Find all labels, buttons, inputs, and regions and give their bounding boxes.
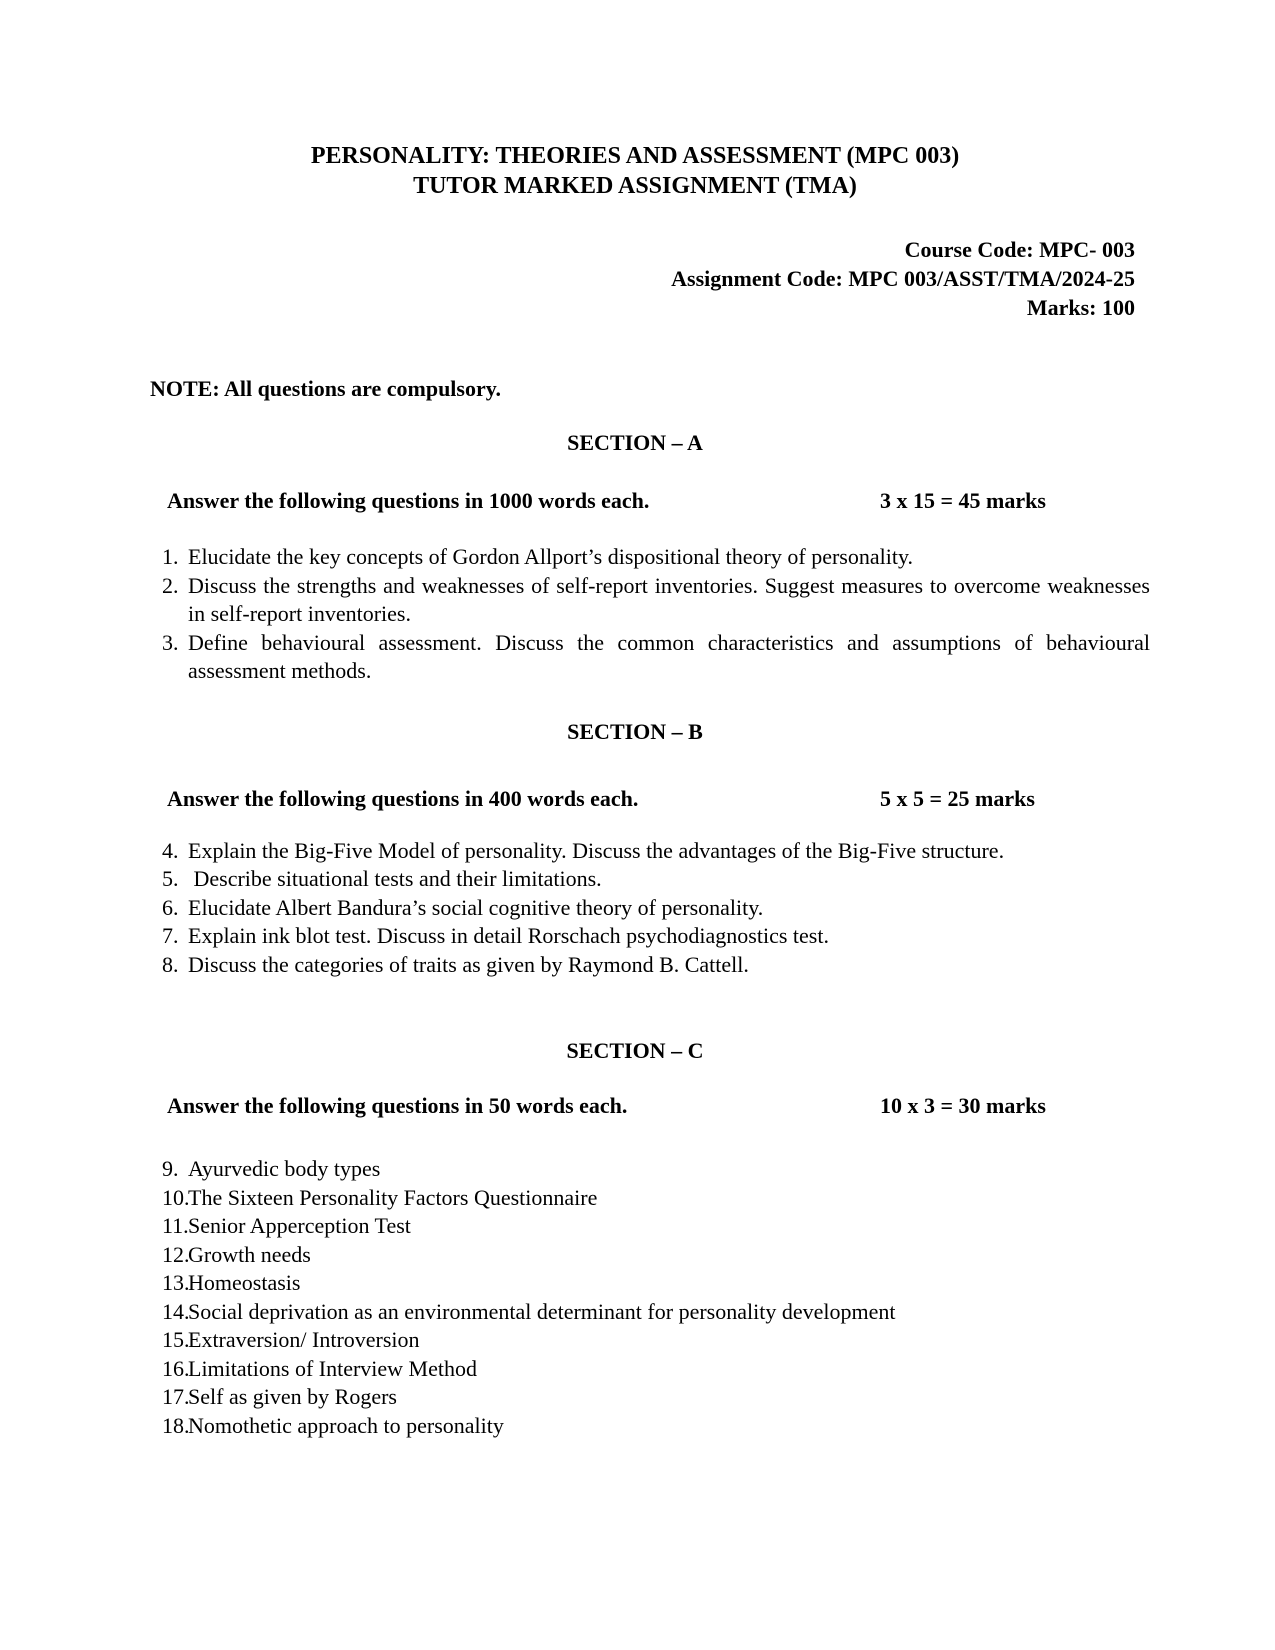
section-c <box>150 1036 1150 1440</box>
question-text: Discuss the strengths and weaknesses of self-report inventories. Suggest measures to overcome weaknesses in self-report inventories. <box>188 572 1150 626</box>
question-item <box>150 1212 1150 1241</box>
section-b-instruction: Answer the following questions in 400 words each. <box>167 785 639 811</box>
question-number: 16. <box>162 1355 190 1381</box>
question-number: 3. <box>162 629 179 655</box>
question-item <box>150 1355 1150 1384</box>
question-number: 2. <box>162 572 179 598</box>
question-text: Nomothetic approach to personality <box>188 1412 504 1438</box>
question-item <box>150 1184 1150 1213</box>
question-text: Social deprivation as an environmental determinant for personality development <box>188 1298 896 1324</box>
question-item <box>150 894 1150 923</box>
section-b-question-list <box>150 837 1150 980</box>
question-number: 15. <box>162 1327 190 1352</box>
document-title <box>150 0 1120 201</box>
question-number: 14. <box>162 1298 190 1324</box>
section-c-instruction-row <box>150 1091 1150 1120</box>
section-b-heading: SECTION – B <box>567 718 703 744</box>
question-text: Senior Apperception Test <box>188 1213 411 1238</box>
question-number: 18. <box>162 1412 190 1438</box>
question-number: 7. <box>162 923 179 948</box>
section-a-heading: SECTION – A <box>567 430 703 455</box>
question-number: 5. <box>162 866 179 891</box>
question-number: 17. <box>162 1384 190 1409</box>
question-item <box>150 572 1150 629</box>
question-item <box>150 543 1150 572</box>
total-marks: Marks: 100 <box>1026 295 1135 320</box>
section-a <box>150 428 1150 686</box>
section-b-instruction-row <box>150 784 1150 813</box>
question-text: Discuss the categories of traits as given by Raymond B. Cattell. <box>188 951 749 977</box>
title-line-1: PERSONALITY: THEORIES AND ASSESSMENT (MPC 003) <box>310 143 960 169</box>
question-text: Self as given by Rogers <box>188 1384 397 1409</box>
question-item <box>150 951 1150 980</box>
question-text: Explain the Big-Five Model of personality. Discuss the advantages of the Big-Five structure. <box>188 837 1005 863</box>
question-item <box>150 1298 1150 1327</box>
question-text: Describe situational tests and their limitations. <box>188 866 602 891</box>
compulsory-note: NOTE: All questions are compulsory. <box>150 376 502 401</box>
question-number: 8. <box>162 951 179 977</box>
section-c-instruction: Answer the following questions in 50 words each. <box>167 1093 628 1118</box>
section-a-instruction: Answer the following questions in 1000 words each. <box>167 488 650 513</box>
section-c-question-list <box>150 1155 1150 1440</box>
question-text: Ayurvedic body types <box>188 1156 381 1181</box>
question-item <box>150 865 1150 894</box>
section-a-instruction-row <box>150 486 1150 515</box>
question-item <box>150 922 1150 951</box>
question-number: 1. <box>162 544 179 569</box>
question-text: Explain ink blot test. Discuss in detail Rorschach psychodiagnostics test. <box>188 923 829 948</box>
question-number: 10. <box>162 1184 190 1210</box>
question-item <box>150 1155 1150 1184</box>
question-text: Extraversion/ Introversion <box>188 1327 420 1352</box>
question-text: Growth needs <box>188 1241 311 1267</box>
question-item <box>150 1383 1150 1412</box>
section-b-marks-formula: 5 x 5 = 25 marks <box>880 785 1035 811</box>
question-text: The Sixteen Personality Factors Questionnaire <box>188 1184 598 1210</box>
question-item <box>150 1269 1150 1298</box>
code-block <box>150 235 1150 322</box>
question-text: Limitations of Interview Method <box>188 1355 477 1381</box>
section-b <box>150 717 1150 980</box>
question-number: 13. <box>162 1270 190 1295</box>
question-number: 11. <box>162 1213 189 1238</box>
question-item <box>150 1412 1150 1441</box>
question-text: Elucidate the key concepts of Gordon Allport’s dispositional theory of personality. <box>188 544 914 569</box>
question-text: Elucidate Albert Bandura’s social cognitive theory of personality. <box>188 894 764 920</box>
question-number: 4. <box>162 837 179 863</box>
question-text: Define behavioural assessment. Discuss the common characteristics and assumptions of behavioural assessment methods. <box>188 629 1150 683</box>
course-code: Course Code: MPC- 003 <box>904 237 1135 262</box>
question-number: 6. <box>162 894 179 920</box>
question-item <box>150 1241 1150 1270</box>
question-text: Homeostasis <box>188 1270 301 1295</box>
question-item <box>150 1326 1150 1355</box>
question-item <box>150 629 1150 686</box>
assignment-code: Assignment Code: MPC 003/ASST/TMA/2024-25 <box>671 266 1135 291</box>
question-number: 12. <box>162 1241 190 1267</box>
section-c-heading: SECTION – C <box>566 1038 704 1063</box>
page-content <box>150 0 1150 1440</box>
title-line-2: TUTOR MARKED ASSIGNMENT (TMA) <box>413 173 857 199</box>
question-item <box>150 837 1150 866</box>
section-a-marks-formula: 3 x 15 = 45 marks <box>880 488 1046 513</box>
section-a-question-list <box>150 543 1150 686</box>
question-number: 9. <box>162 1156 179 1181</box>
section-c-marks-formula: 10 x 3 = 30 marks <box>880 1093 1046 1118</box>
